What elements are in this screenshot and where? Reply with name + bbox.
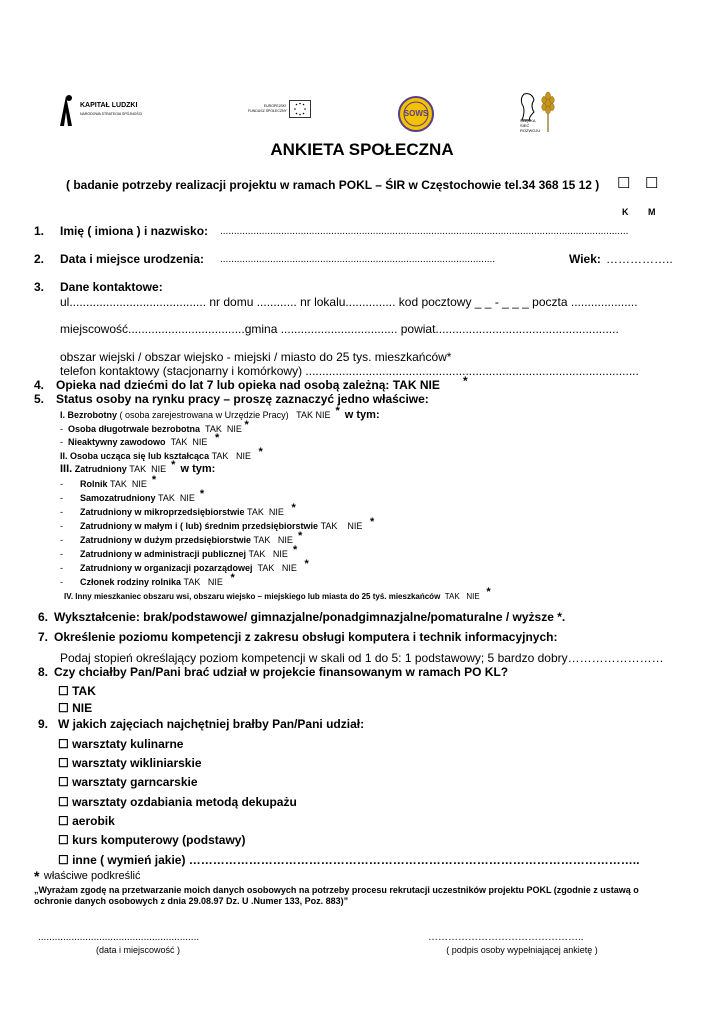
footnote-asterisk: * xyxy=(34,868,40,884)
round-logo-text: SOWS xyxy=(403,109,429,118)
dash: - xyxy=(60,437,63,447)
consent-line2: ochronie danych osobowych z dnia 29.08.97 Dz. U .Numer 133, Poz. 883)” xyxy=(34,896,349,906)
eu-fund-line1: EUROPEJSKI xyxy=(263,104,286,108)
consent-line1: „Wyrażam zgodę na przetwarzanie moich danych osobowych na potrzeby procesu rekrutacji uczestników projektu POKL (zgodnie z ustawą o xyxy=(34,885,639,895)
gender-m-label: M xyxy=(648,207,656,217)
q8-label: Czy chciałby Pan/Pani brać udział w projekcie finansowanym w ramach PO KL? xyxy=(54,665,509,679)
gender-m-checkbox[interactable]: ☐ xyxy=(645,175,659,192)
q9-option[interactable]: ☐ warsztaty wikliniarskie xyxy=(58,756,202,770)
dash: - xyxy=(60,424,63,434)
dash: - xyxy=(60,479,63,489)
q7-number: 7. xyxy=(38,630,49,644)
nie-option[interactable]: NIE xyxy=(226,424,242,434)
gender-k-label: K xyxy=(622,207,629,217)
q8-number: 8. xyxy=(38,665,49,679)
nie-option[interactable]: NIE xyxy=(151,464,167,474)
q5-employed-wtym: w tym: xyxy=(180,463,216,475)
asterisk: * xyxy=(199,488,205,500)
nie-option[interactable]: NIE xyxy=(131,479,147,489)
slaska-line2: SIEĆ xyxy=(520,123,530,128)
round-logo xyxy=(398,96,434,132)
tak-option[interactable]: TAK xyxy=(205,424,222,434)
employed-item xyxy=(60,516,375,532)
q1-number: 1. xyxy=(34,224,45,238)
q5-other-resident-label: IV. Inny mieszkaniec obszaru wsi, obszaru wiejsko – miejskiego lub miasta do 25 tyś. mieszkańców xyxy=(64,592,441,601)
tak-option[interactable]: TAK xyxy=(183,577,201,587)
subtitle: ( badanie potrzeby realizacji projektu w ramach POKL – ŚIR w Częstochowie tel.34 368 15 12 ) xyxy=(66,178,600,192)
q4-asterisk: * xyxy=(463,374,468,388)
q5-unemployed-note: ( osoba zarejestrowana w Urzędzie Pracy) xyxy=(117,410,289,420)
nie-option[interactable]: NIE xyxy=(466,592,480,601)
q5-other-resident-row xyxy=(64,586,491,602)
q8-option-nie[interactable]: ☐ NIE xyxy=(58,701,93,715)
asterisk: * xyxy=(230,572,235,584)
dash: - xyxy=(60,507,63,517)
tak-option[interactable]: TAK xyxy=(444,592,460,601)
q5-unemployed-label: I. Bezrobotny xyxy=(60,410,118,420)
q5-unemployed-options[interactable]: TAK NIE xyxy=(296,410,331,420)
q2-age-field[interactable]: …………….. xyxy=(606,252,673,266)
kapital-ludzki-text: KAPITAŁ LUDZKI xyxy=(80,102,138,109)
q9-number: 9. xyxy=(38,717,49,731)
employed-item xyxy=(60,530,303,546)
q9-option[interactable]: ☐ aerobik xyxy=(58,814,115,828)
nie-option[interactable]: NIE xyxy=(347,521,363,531)
asterisk: * xyxy=(335,405,340,417)
employed-item-label: Zatrudniony w małym i ( lub) średnim przedsiębiorstwie xyxy=(80,521,319,531)
footnote xyxy=(34,866,141,884)
date-place-field[interactable]: .......................................................... xyxy=(38,932,200,943)
q5-employed-label: Zatrudniony xyxy=(74,464,127,474)
q7-label: Określenie poziomu kompetencji z zakresu obsługi komputera i technik informacyjnych: xyxy=(54,630,558,644)
asterisk: * xyxy=(369,516,375,528)
q1-name-field[interactable]: ................................................................................................................................................... xyxy=(220,226,629,237)
asterisk: * xyxy=(151,474,157,486)
tak-option[interactable]: TAK xyxy=(253,535,271,545)
q5-student-row xyxy=(60,446,263,462)
q7-scale-field[interactable]: Podaj stopień określający poziom kompetencji w skali od 1 do 5: 1 podstawowy; 5 bardzo dobry…………………… xyxy=(60,651,664,665)
dash: - xyxy=(60,493,63,503)
tak-option[interactable]: TAK xyxy=(320,521,338,531)
q2-number: 2. xyxy=(34,252,45,266)
nie-option[interactable]: NIE xyxy=(277,535,293,545)
employed-item-label: Zatrudniony w administracji publicznej xyxy=(80,549,247,559)
nie-option[interactable]: NIE xyxy=(281,563,297,573)
q3-area-type: obszar wiejski / obszar wiejsko - miejski / miasto do 25 tys. mieszkańców* xyxy=(60,350,452,364)
asterisk: * xyxy=(214,432,220,444)
employed-item-label: Członek rodziny rolnika xyxy=(80,577,182,587)
q2-age-label: Wiek: xyxy=(569,252,601,266)
q1-label: Imię ( imiona ) i nazwisko: xyxy=(60,224,209,238)
q5-student-label: II. Osoba ucząca się lub kształcąca xyxy=(60,451,210,461)
q5-unemployed-wtym: w tym: xyxy=(344,409,380,421)
nie-option[interactable]: NIE xyxy=(179,493,195,503)
employed-item-label: Zatrudniony w dużym przedsiębiorstwie xyxy=(80,535,252,545)
q5-unemployed-row xyxy=(60,405,380,421)
q3-number: 3. xyxy=(34,280,45,294)
q5-inactive-row xyxy=(60,432,220,448)
employed-item xyxy=(60,544,298,560)
q5-inactive-label: Nieaktywny zawodowo xyxy=(68,437,166,447)
tak-option[interactable]: TAK xyxy=(247,507,264,517)
employed-item xyxy=(60,474,157,490)
asterisk: * xyxy=(292,544,298,556)
page-title: ANKIETA SPOŁECZNA xyxy=(270,140,454,159)
employed-item-label: Zatrudniony w mikroprzedsiębiorstwie xyxy=(80,507,245,517)
nie-option[interactable]: NIE xyxy=(272,549,288,559)
q3-phone-line[interactable]: telefon kontaktowy (stacjonarny i komórkowy) .................................................................................................... xyxy=(60,364,639,378)
asterisk: * xyxy=(304,558,309,570)
q3-label: Dane kontaktowe: xyxy=(60,280,163,294)
q4-number: 4. xyxy=(34,378,45,392)
kapital-ludzki-logo xyxy=(58,92,148,126)
dash: - xyxy=(60,549,63,559)
tak-option[interactable]: TAK xyxy=(211,451,229,461)
footnote-text: właściwe podkreślić xyxy=(43,870,141,882)
dash: - xyxy=(60,535,63,545)
signature-field[interactable]: ……………………………………….. xyxy=(428,932,584,943)
asterisk: * xyxy=(291,502,296,514)
q9-option[interactable]: ☐ warsztaty ozdabiania metodą dekupażu xyxy=(58,795,297,809)
slaska-siec-logo xyxy=(518,90,560,134)
dash: - xyxy=(60,563,63,573)
dash: - xyxy=(60,521,63,531)
employed-item-label: Rolnik xyxy=(80,479,108,489)
slaska-line1: ŚLĄSKA xyxy=(520,118,536,123)
tak-option[interactable]: TAK xyxy=(158,493,175,503)
q5-label: Status osoby na rynku pracy – proszę zaznaczyć jedno właściwe: xyxy=(56,392,429,406)
tak-option[interactable]: TAK xyxy=(110,479,127,489)
q9-label: W jakich zajęciach najchętniej brałby Pan/Pani udział: xyxy=(58,717,365,731)
asterisk: * xyxy=(171,459,176,471)
q5-long-unemployed-label: Osoba długotrwale bezrobotna xyxy=(68,424,201,434)
q5-employed-row xyxy=(60,459,216,475)
gender-k-checkbox[interactable]: ☐ xyxy=(617,175,631,192)
q6-label: Wykształcenie: brak/podstawowe/ gimnazjalne/ponadgimnazjalne/pomaturalne / wyższe *. xyxy=(54,610,566,624)
kapital-ludzki-subtext: NARODOWA STRATEGIA SPÓJNOŚCI xyxy=(80,112,143,116)
date-place-label: (data i miejscowość ) xyxy=(95,945,181,955)
q5-employed-num: III. xyxy=(60,463,73,475)
q9-option[interactable]: ☐ warsztaty kulinarne xyxy=(58,737,184,751)
employed-item xyxy=(60,488,205,504)
q5-long-unemployed-row xyxy=(60,419,249,435)
eu-fund-line2: FUNDUSZ SPOŁECZNY xyxy=(248,109,287,113)
employed-item xyxy=(60,502,296,518)
q2-birth-field[interactable]: ................................................................................................... xyxy=(220,254,496,265)
signature-label: ( podpis osoby wypełniającej ankietę ) xyxy=(446,945,598,955)
employed-item xyxy=(60,558,309,574)
employed-item-label: Samozatrudniony xyxy=(80,493,156,503)
employed-item-label: Zatrudniony w organizacji pozarządowej xyxy=(80,563,253,573)
q9-option[interactable]: ☐ warsztaty garncarskie xyxy=(58,775,198,789)
q6-number: 6. xyxy=(38,610,49,624)
nie-option[interactable]: NIE xyxy=(268,507,284,517)
q4-label: Opieka nad dziećmi do lat 7 lub opieka nad osobą zależną: TAK NIE xyxy=(56,378,440,392)
tak-option[interactable]: TAK xyxy=(248,549,266,559)
nie-option[interactable]: NIE xyxy=(207,577,223,587)
asterisk: * xyxy=(244,419,249,431)
tak-option[interactable]: TAK xyxy=(170,437,188,447)
employed-item xyxy=(60,572,235,588)
asterisk: * xyxy=(297,530,303,542)
q5-number: 5. xyxy=(34,392,45,406)
slaska-line3: ROZWOJU xyxy=(520,128,541,133)
q3-locality-line[interactable]: miejscowość...................................gmina ................................... powiat....................................................... xyxy=(60,322,619,336)
q3-address-line[interactable]: ul......................................... nr domu ............ nr lokalu............... kod pocztowy _ _ - _ _ _ poczta .................... xyxy=(60,295,638,309)
dash: - xyxy=(60,577,63,587)
asterisk: * xyxy=(486,586,491,598)
q2-label: Data i miejsce urodzenia: xyxy=(60,252,205,266)
tak-option[interactable]: TAK xyxy=(129,464,147,474)
nie-option[interactable]: NIE xyxy=(192,437,208,447)
q9-option-other[interactable]: ☐ inne ( wymień jakie) ………………………………………………………………………………………………….. xyxy=(58,853,640,867)
eu-fund-logo xyxy=(248,98,312,122)
tak-option[interactable]: TAK xyxy=(257,563,275,573)
nie-option[interactable]: NIE xyxy=(235,451,251,461)
q9-option[interactable]: ☐ kurs komputerowy (podstawy) xyxy=(58,833,246,847)
eu-flag-icon xyxy=(289,100,311,118)
kapital-ludzki-icon xyxy=(58,92,74,126)
q8-option-tak[interactable]: ☐ TAK xyxy=(58,684,96,698)
asterisk: * xyxy=(258,446,263,458)
